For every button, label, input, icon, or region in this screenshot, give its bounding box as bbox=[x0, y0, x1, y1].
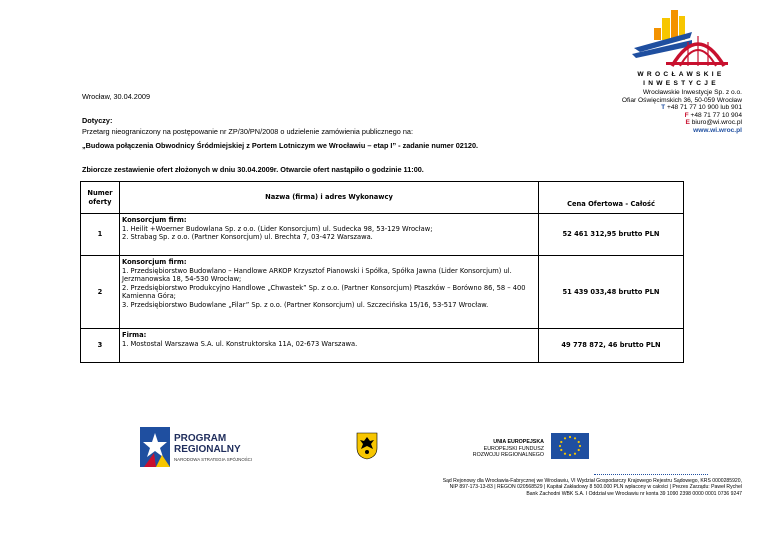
contractor-line: 1. Heilit +Woerner Budowlana Sp. z o.o. (Lider Konsorcjum) ul. Sudecka 98, 53-129 Wrocław; bbox=[122, 224, 433, 233]
contractor-line: 2. Strabag Sp. z o.o. (Partner Konsorcjum) ul. Brechta 7, 03-472 Warszawa. bbox=[122, 233, 373, 242]
eu-fund-text bbox=[468, 439, 544, 459]
fax-label: F bbox=[684, 111, 689, 119]
phone-label: T bbox=[661, 104, 666, 112]
legal-line-court: Sąd Rejonowy dla Wrocławia-Fabrycznej we Wrocławiu, VI Wydział Gospodarczy Krajowego Rejestru Sądowego, KRS 0000285920, bbox=[442, 478, 742, 484]
tender-subject: „Budowa połączenia Obwodnicy Śródmiejskiej z Portem Lotniczym we Wrocławiu – etap I” - zadanie numer 02120. bbox=[82, 141, 479, 150]
company-contact bbox=[502, 89, 742, 135]
header-contractor-name: Nazwa (firma) i adres Wykonawcy bbox=[120, 182, 539, 214]
email-value[interactable]: biuro@wi.wroc.pl bbox=[691, 119, 742, 127]
table-row bbox=[81, 329, 684, 363]
program-regionalny-logo bbox=[140, 425, 260, 473]
program-strategy: NARODOWA STRATEGIA SPÓJNOŚCI bbox=[174, 457, 253, 462]
company-address: Ofiar Oświęcimskich 36, 50-059 Wrocław bbox=[621, 96, 742, 104]
offer-price: 51 439 033,48 brutto PLN bbox=[539, 256, 684, 329]
company-phone bbox=[502, 104, 742, 112]
offers-table bbox=[80, 181, 684, 363]
coat-of-arms-icon bbox=[356, 432, 378, 460]
contractor-type: Konsorcjum firm: bbox=[122, 216, 187, 224]
program-title: PROGRAM bbox=[174, 433, 227, 444]
place-date: Wrocław, 30.04.2009 bbox=[82, 92, 151, 101]
table-row bbox=[81, 256, 684, 329]
contractor-line: 1. Przedsiębiorstwo Budowlano – Handlowe ARKOP Krzysztof Pianowski i Spółka, Spółka Jawna (Lider Konsorcjum) ul. Jerzmanowska 18, 54-530 Wrocław; bbox=[122, 266, 512, 284]
offer-price: 52 461 312,95 brutto PLN bbox=[539, 214, 684, 256]
offer-number: 2 bbox=[81, 256, 120, 329]
tender-description: Przetarg nieograniczony na postępowanie nr ZP/30/PN/2008 o udzielenie zamówienia publicznego na: bbox=[82, 127, 414, 136]
offer-number: 1 bbox=[81, 214, 120, 256]
contractor-line: 1. Mostostal Warszawa S.A. ul. Konstruktorska 11A, 02-673 Warszawa. bbox=[122, 339, 358, 348]
company-email[interactable] bbox=[502, 119, 742, 127]
table-row bbox=[81, 214, 684, 256]
email-label: E bbox=[685, 119, 690, 127]
brand-name: WROCŁAWSKIE bbox=[637, 71, 725, 78]
eu-fund-name: EUROPEJSKI FUNDUSZ bbox=[483, 445, 544, 452]
contractor-type: Konsorcjum firm: bbox=[122, 258, 187, 266]
program-regionalny-star-icon bbox=[140, 427, 170, 467]
legal-line-bank: Bank Zachodni WBK S.A. I Oddział we Wrocławiu nr konta 39 1090 2398 0000 0001 0736 9247 bbox=[526, 490, 742, 497]
company-fax bbox=[502, 112, 742, 120]
offers-summary-heading: Zbiorcze zestawienie ofert złożonych w dniu 30.04.2009r. Otwarcie ofert nastąpiło o godzinie 11:00. bbox=[82, 165, 424, 174]
company-website-link[interactable]: www.wi.wroc.pl bbox=[693, 126, 742, 134]
eu-flag-icon bbox=[551, 433, 589, 459]
offer-price: 49 778 872, 46 brutto PLN bbox=[539, 329, 684, 363]
table-header-row bbox=[81, 182, 684, 214]
contractor-cell bbox=[120, 256, 539, 329]
subject-label: Dotyczy: bbox=[82, 116, 113, 125]
contractor-line: 2. Przedsiębiorstwo Produkcyjno Handlowe „Chwastek” Sp. z o.o. (Partner Konsorcjum) Ptaszków – Borówno 86, 58 – 400 Kamienna Góra; bbox=[122, 283, 526, 301]
legal-footer bbox=[322, 478, 742, 497]
wroclawskie-inwestycje-logo-icon bbox=[632, 8, 730, 72]
phone-value: +48 71 77 10 900 lub 901 bbox=[667, 104, 742, 112]
legal-line-registry: NIP 897-173-13-83 | REGON 020568529 | Kapitał Zakładowy 8 500.000 PLN wpłacony w całości | Prezes Zarządu: Paweł Rychel bbox=[449, 484, 742, 491]
contractor-cell bbox=[120, 214, 539, 256]
program-subtitle: REGIONALNY bbox=[174, 444, 241, 455]
contractor-cell bbox=[120, 329, 539, 363]
eu-fund-subname: ROZWOJU REGIONALNEGO bbox=[472, 452, 544, 458]
fax-value: +48 71 77 10 904 bbox=[690, 111, 742, 119]
company-name: Wrocławskie Inwestycje Sp. z o.o. bbox=[642, 89, 742, 96]
eu-title: UNIA EUROPEJSKA bbox=[493, 439, 544, 445]
offer-number: 3 bbox=[81, 329, 120, 363]
footer-divider bbox=[594, 474, 708, 475]
brand-subtitle: INWESTYCJE bbox=[643, 80, 719, 87]
contractor-type: Firma: bbox=[122, 331, 147, 339]
header-offer-price: Cena Ofertowa - Całość bbox=[539, 182, 684, 214]
contractor-line: 3. Przedsiębiorstwo Budowlane „Filar” Sp. z o.o. (Partner Konsorcjum) ul. Szczecińska 15/16, 53-517 Wrocław. bbox=[122, 300, 489, 309]
header-offer-number: Numer oferty bbox=[81, 182, 120, 214]
